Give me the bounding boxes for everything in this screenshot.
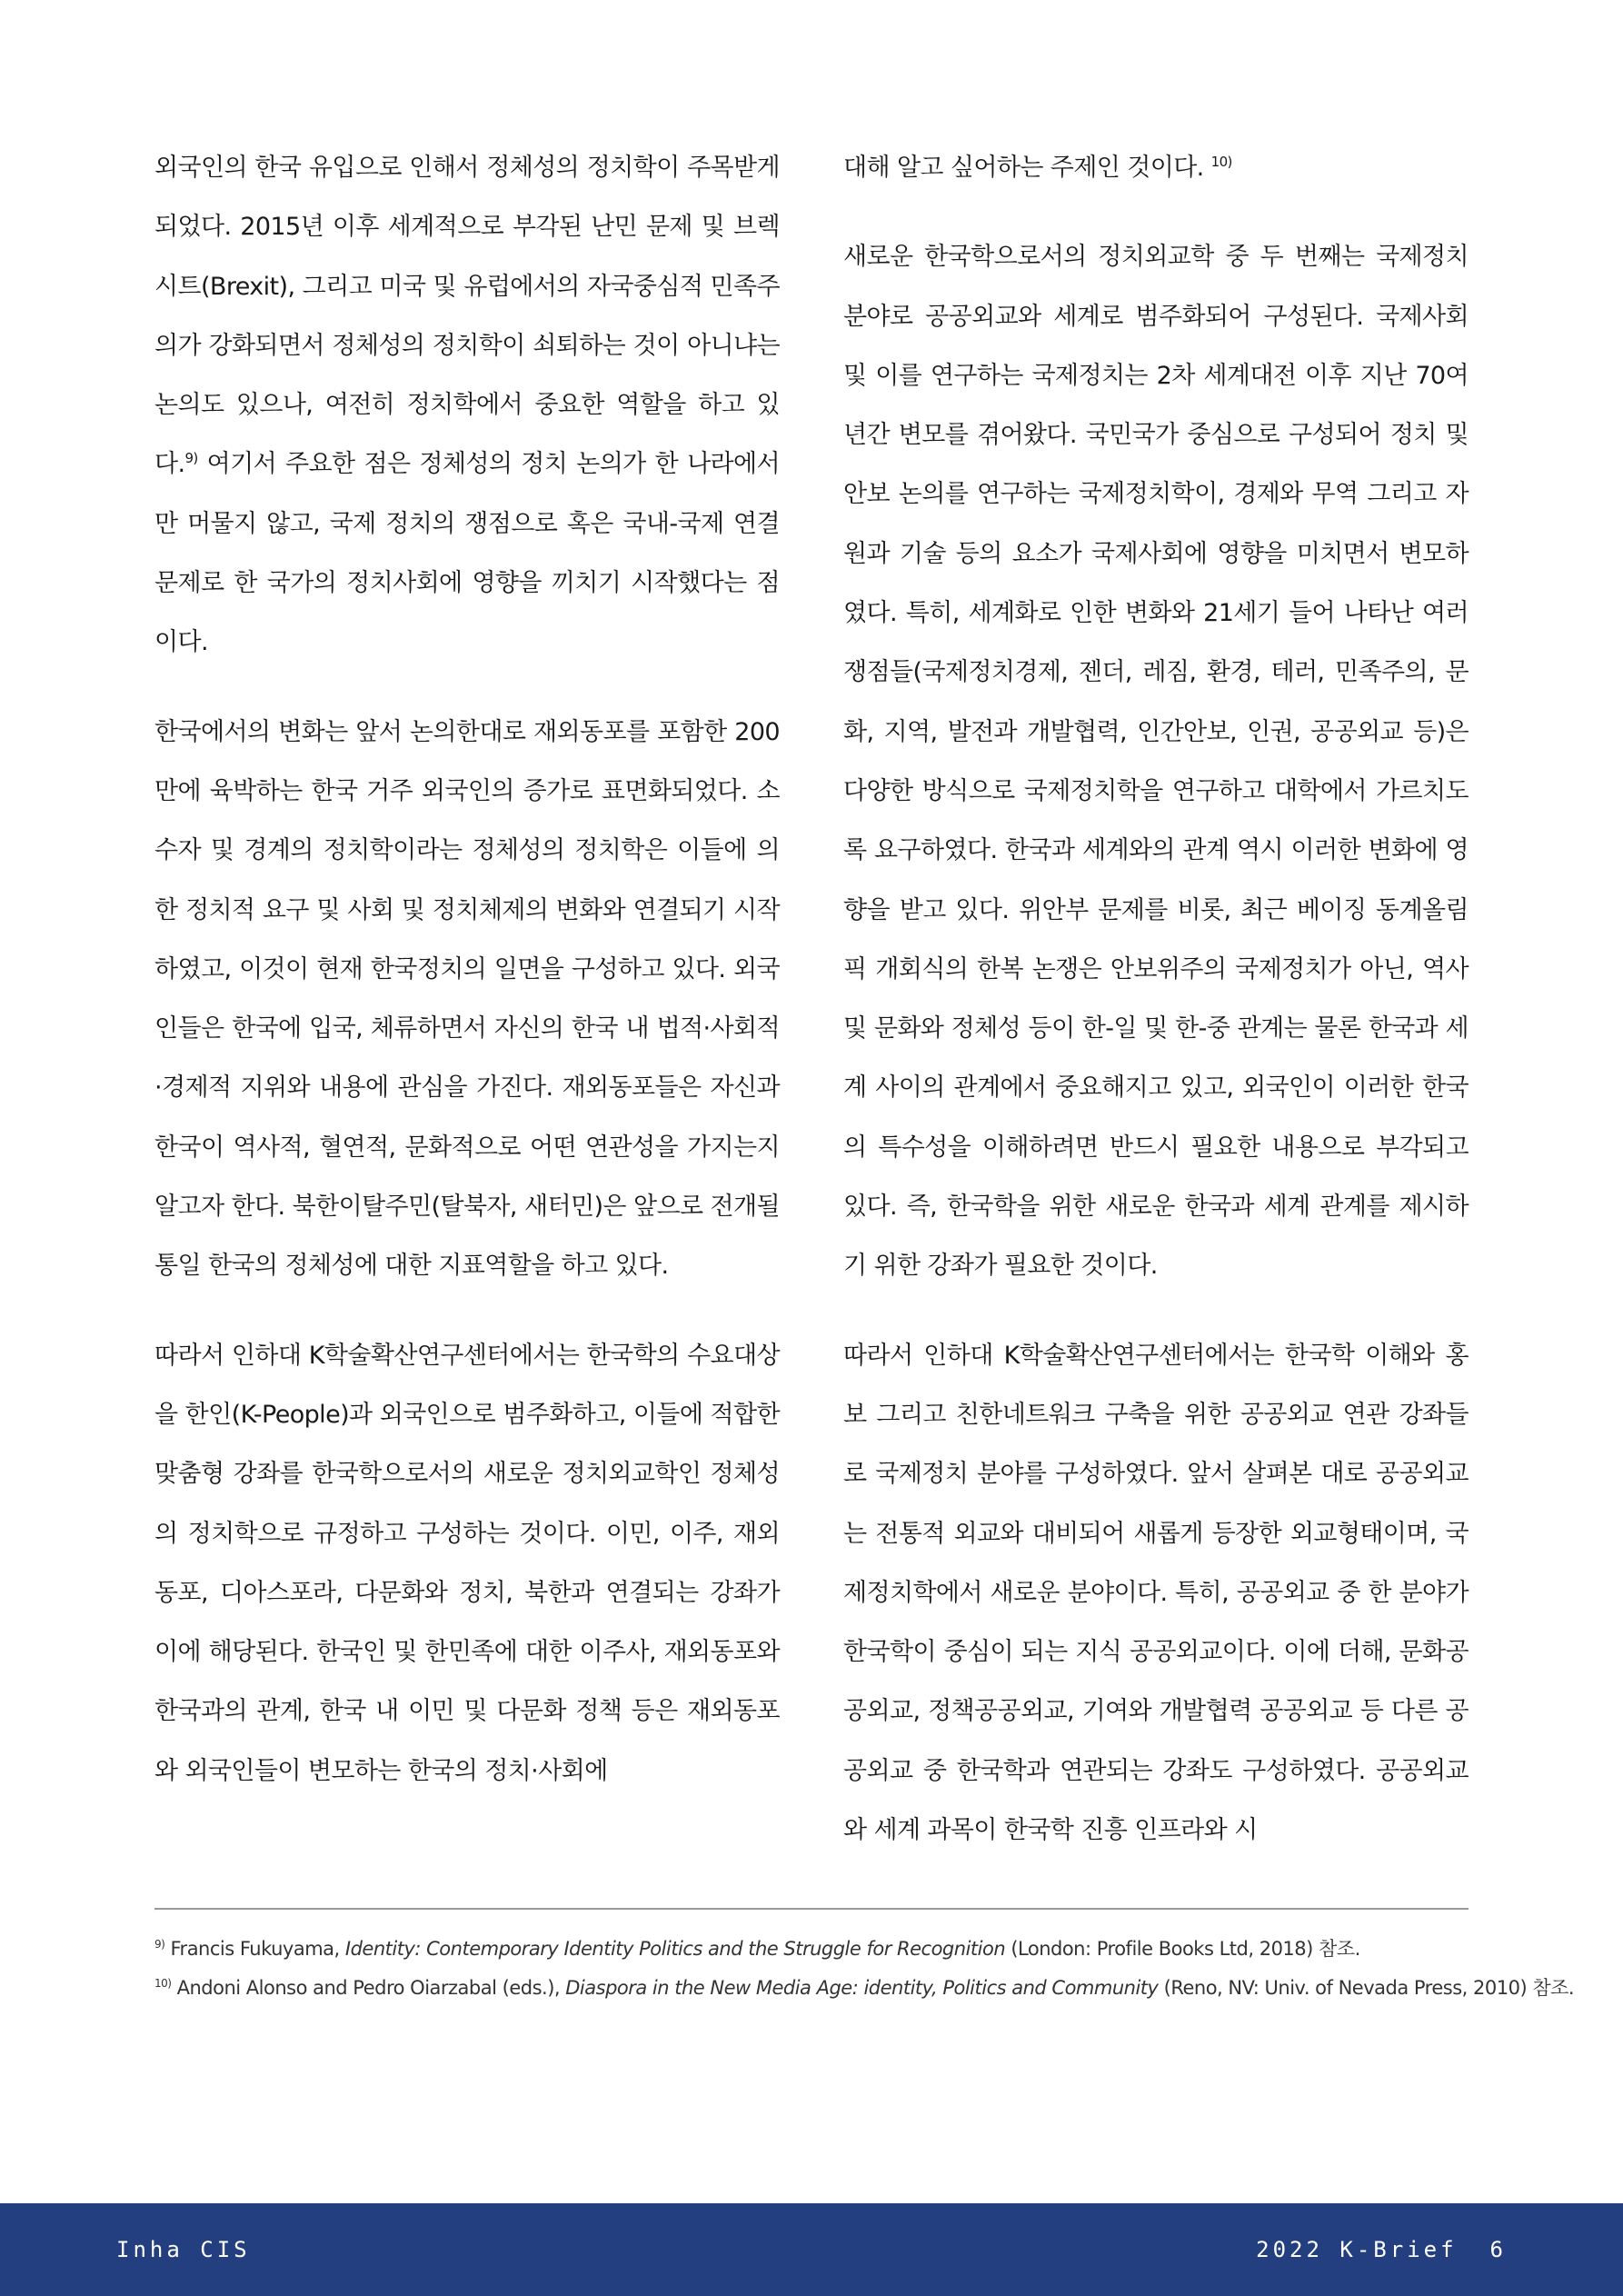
paragraph-text: 여기서 주요한 점은 정체성의 정치 논의가 한 나라에서만 머물지 않고, 국제 정치의 쟁점으로 혹은 국내-국제 연결 문제로 한 국가의 정치사회에 영향을 끼치기 시작했다는 점이다. bbox=[154, 450, 780, 657]
footnote-title: Identity: Contemporary Identity Politics and the Struggle for Recognition bbox=[344, 1938, 1006, 1960]
footnote-number: 9) bbox=[154, 1938, 165, 1951]
left-column bbox=[154, 138, 780, 1801]
footnote-10 bbox=[154, 1969, 1575, 2008]
footnote-ref[interactable]: 10) bbox=[1210, 154, 1232, 170]
footnote-title: Diaspora in the New Media Age: identity, Politics and Community bbox=[565, 1977, 1159, 1999]
page-footer bbox=[0, 2203, 1623, 2296]
paragraph-text: 대해 알고 싶어하는 주제인 것이다. bbox=[843, 154, 1211, 182]
footer-right bbox=[1256, 2203, 1507, 2296]
footer-publication: 2022 K-Brief bbox=[1256, 2237, 1458, 2262]
paragraph: 한국에서의 변화는 앞서 논의한대로 재외동포를 포함한 200만에 육박하는 한국 거주 외국인의 증가로 표면화되었다. 소수자 및 경계의 정치학이라는 정체성의 정치학은 이들에 의한 정치적 요구 및 사회 및 정치체제의 변화와 연결되기 시작하였고, 이것이 현재 한국정치의 일면을 구성하고 있다. 외국인들은 한국에 입국, 체류하면서 자신의 한국 내 법적·사회적·경제적 지위와 내용에 관심을 가진다. 재외동포들은 자신과 한국이 역사적, 혈연적, 문화적으로 어떤 연관성을 가지는지 알고자 한다. 북한이탈주민(탈북자, 새터민)은 앞으로 전개될 통일 한국의 정체성에 대한 지표역할을 하고 있다. bbox=[154, 717, 780, 1281]
page-number: 6 bbox=[1489, 2237, 1507, 2262]
paragraph bbox=[154, 138, 780, 673]
footer-brand: Inha CIS bbox=[116, 2237, 251, 2262]
footnote-text: (London: Profile Books Ltd, 2018) 참조. bbox=[1005, 1938, 1360, 1960]
footnote-ref[interactable]: 9) bbox=[184, 450, 198, 467]
paragraph bbox=[843, 138, 1469, 197]
footnotes bbox=[154, 1930, 1575, 2008]
paragraph: 새로운 한국학으로서의 정치외교학 중 두 번째는 국제정치 분야로 공공외교와 세계로 범주화되어 구성된다. 국제사회 및 이를 연구하는 국제정치는 2차 세계대전 이후 지난 70여 년간 변모를 겪어왔다. 국민국가 중심으로 구성되어 정치 및 안보 논의를 연구하는 국제정치학이, 경제와 무역 그리고 자원과 기술 등의 요소가 국제사회에 영향을 미치면서 변모하였다. 특히, 세계화로 인한 변화와 21세기 들어 나타난 여러 쟁점들(국제정치경제, 젠더, 레짐, 환경, 테러, 민족주의, 문화, 지역, 발전과 개발협력, 인간안보, 인권, 공공외교 등)은 다양한 방식으로 국제정치학을 연구하고 대학에서 가르치도록 요구하였다. 한국과 세계와의 관계 역시 이러한 변화에 영향을 받고 있다. 위안부 문제를 비롯, 최근 베이징 동계올림픽 개회식의 한복 논쟁은 안보위주의 국제정치가 아닌, 역사 및 문화와 정체성 등이 한-일 및 한-중 관계는 물론 한국과 세계 사이의 관계에서 중요해지고 있고, 외국인이 이러한 한국의 특수성을 이해하려면 반드시 필요한 내용으로 부각되고 있다. 즉, 한국학을 위한 새로운 한국과 세계 관계를 제시하기 위한 강좌가 필요한 것이다. bbox=[843, 243, 1469, 1281]
footnote-9 bbox=[154, 1930, 1481, 1969]
paragraph-text: 외국인의 한국 유입으로 인해서 정체성의 정치학이 주목받게 되었다. 2015년 이후 세계적으로 부각된 난민 문제 및 브렉시트(Brexit), 그리고 미국 및 유럽에서의 자국중심적 민족주의가 강화되면서 정체성의 정치학이 쇠퇴하는 것이 아니냐는 논의도 있으나, 여전히 정치학에서 중요한 역할을 하고 있다. bbox=[154, 154, 780, 479]
footnote-text: Andoni Alonso and Pedro Oiarzabal (eds.), bbox=[171, 1977, 566, 1999]
footnote-text: (Reno, NV: Univ. of Nevada Press, 2010) 참조. bbox=[1158, 1977, 1575, 1999]
footnote-text: Francis Fukuyama, bbox=[164, 1938, 345, 1960]
footnote-number: 10) bbox=[154, 1977, 172, 1990]
paragraph: 따라서 인하대 K학술확산연구센터에서는 한국학의 수요대상을 한인(K-People)과 외국인으로 범주화하고, 이들에 적합한 맞춤형 강좌를 한국학으로서의 새로운 정치외교학인 정체성의 정치학으로 규정하고 구성하는 것이다. 이민, 이주, 재외동포, 디아스포라, 다문화와 정치, 북한과 연결되는 강좌가 이에 해당된다. 한국인 및 한민족에 대한 이주사, 재외동포와 한국과의 관계, 한국 내 이민 및 다문화 정책 등은 재외동포와 외국인들이 변모하는 한국의 정치·사회에 bbox=[154, 1341, 780, 1785]
right-column bbox=[843, 138, 1469, 1860]
paragraph: 따라서 인하대 K학술확산연구센터에서는 한국학 이해와 홍보 그리고 친한네트워크 구축을 위한 공공외교 연관 강좌들로 국제정치 분야를 구성하였다. 앞서 살펴본 대로 공공외교는 전통적 외교와 대비되어 새롭게 등장한 외교형태이며, 국제정치학에서 새로운 분야이다. 특히, 공공외교 중 한 분야가 한국학이 중심이 되는 지식 공공외교이다. 이에 더해, 문화공공외교, 정책공공외교, 기여와 개발협력 공공외교 등 다른 공공외교 중 한국학과 연관되는 강좌도 구성하였다. 공공외교와 세계 과목이 한국학 진흥 인프라와 시 bbox=[843, 1341, 1469, 1845]
footnote-divider bbox=[154, 1908, 1469, 1910]
